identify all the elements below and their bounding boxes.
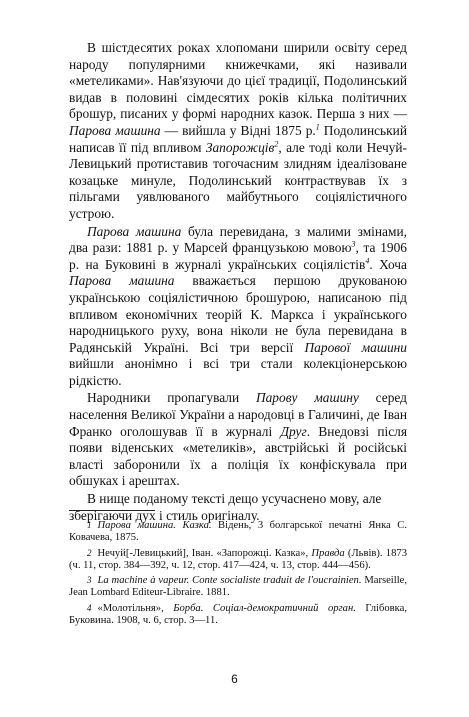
text-span: , та 1906 р. на Буковині в журналі українських соціялістів	[69, 240, 407, 272]
page-number: 6	[231, 672, 238, 686]
text-span: серед населення Великої України а народовці в Галичині, де Іван Франко оголошував її в журналі	[69, 390, 407, 439]
footnote-4	[69, 602, 407, 628]
footnote-text: Глібовка, Буковина. 1908, ч. 6, стор. 3—11.	[69, 602, 407, 627]
footnote-divider	[69, 510, 155, 511]
footnote-title: Правда	[311, 547, 345, 559]
text-span: В шістдесятих роках хлопомани ширили освіту серед народу популярними книжечками, які називали «метеликами». Нав'язуючи до цієї традиції, Подолинський видав в половині сімдесятих років кілька політичних брошур, писаних у формі народних казок. Перша з них —	[69, 40, 407, 122]
main-text	[69, 40, 407, 524]
title-parova-mashyna: Парова машина	[87, 223, 182, 239]
footnote-title: Борба. Соціал-демократичний орган.	[173, 602, 356, 614]
footnote-number: 1	[87, 520, 92, 530]
text-span: . Внедовзі після появи віденських «метеликів», австрійські й російські власті заборонили їх а поліція їх конфіскувала при обшуках і арештах.	[69, 423, 407, 489]
text-span: Подолинський написав її під впливом	[69, 122, 407, 155]
text-span: була перевидана, з малими змінами, два рази: 1881 р. у Марсей французькою мовою	[69, 223, 407, 256]
footnote-ref-4[interactable]: 4	[365, 256, 370, 266]
text-span: Народники пропагували	[87, 390, 256, 406]
text-span: вийшли анонімно і всі три стали колекціонерською рідкістю.	[69, 356, 407, 388]
title-zaporozhtsi: Запорожців	[205, 139, 275, 155]
text-span: , але тоді коли Нечуй-Левицький протиставив тогочасним злидням ідеалізоване козацьке минуле, Подолинський контраствував їх з пільгами уявлюваного майбутнього соціялістичного устрою.	[69, 139, 407, 221]
text-span: — вийшла у Відні 1875 р.	[160, 122, 316, 138]
text-span: . Хоча	[369, 256, 407, 272]
footnote-1	[69, 519, 407, 545]
title-parova-mashyna: Парова машина	[69, 122, 161, 138]
footnote-number: 3	[87, 575, 92, 586]
footnote-2	[69, 547, 407, 573]
paragraph-2	[69, 224, 407, 390]
footnote-text: (Львів). 1873 (ч. 11, стор. 384—392, ч. 12, стор. 417—424, ч. 13, стор. 444—456).	[69, 547, 407, 571]
title-parovu-mashynu: Парову машину	[255, 390, 359, 406]
footnote-number: 2	[87, 547, 92, 558]
paragraph-3	[69, 390, 407, 490]
text-span: вважається першою друкованою українською соціялістичною брошурою, написаною під впливом економічних теорій К. Маркса і українського народницького руху, вона ніколи не була перевидана в Радянській Україні. Всі три версії	[69, 273, 407, 355]
footnotes	[69, 519, 407, 629]
footnote-3	[69, 574, 407, 600]
paragraph-1	[69, 40, 407, 223]
footnote-text: «Молотільня»,	[97, 602, 174, 614]
footnote-number: 4	[87, 602, 92, 613]
footnote-ref-2[interactable]: 2	[274, 139, 279, 149]
footnote-text: Marseille, Jean Lombard Editeur-Libraire. 1881.	[69, 575, 407, 599]
footnote-title: Парова машина. Казка.	[97, 520, 212, 531]
footnote-ref-3[interactable]: 3	[351, 239, 356, 249]
footnote-title: La machine à vapeur. Conte socialiste traduit de l'oucrainien.	[97, 575, 362, 587]
title-parovoi-mashyny: Парової машини	[304, 339, 407, 355]
footnote-ref-1[interactable]: 1	[315, 122, 320, 132]
title-druh: Друг	[280, 423, 307, 439]
title-parova-mashyna: Парова машина	[69, 273, 175, 289]
footnote-text: Відень, 3 болгарської печатні Янка С. Ковачева, 1875.	[69, 520, 407, 544]
footnote-text: Нечуй[-Левицький], Іван. «Запорожці. Казка»,	[97, 547, 312, 559]
paragraph-4: В нище поданому тексті дещо усучаснено мову, але зберігаючи дух і стиль оригіналу.	[69, 491, 382, 523]
